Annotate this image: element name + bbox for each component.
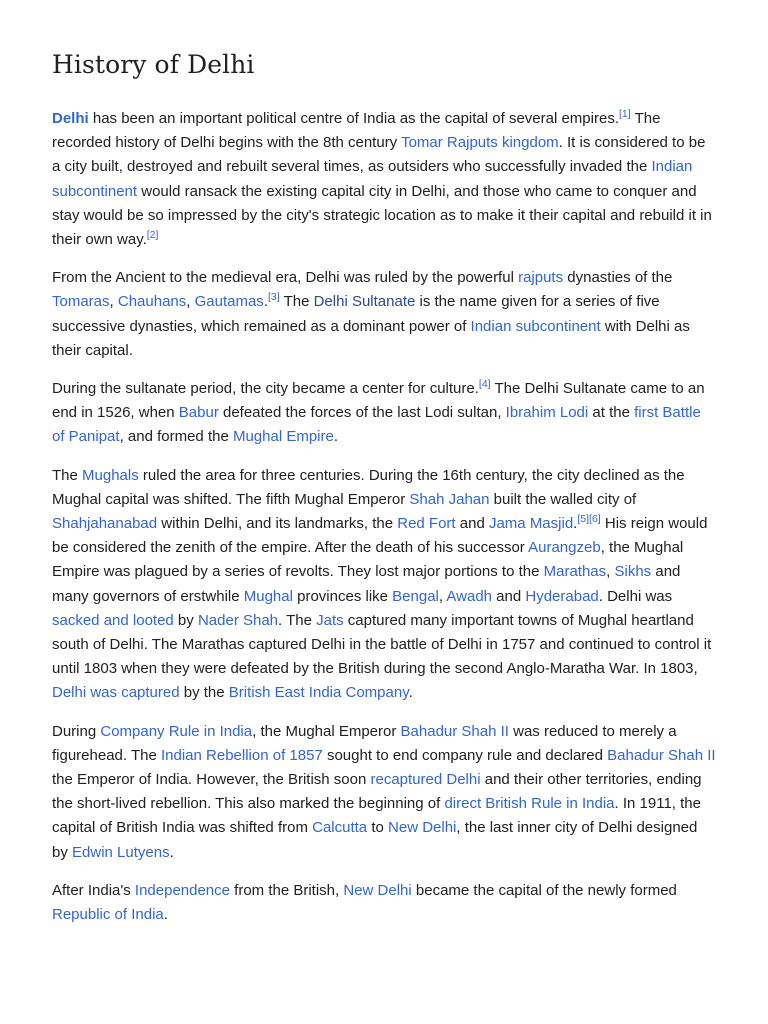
article-link[interactable]: Delhi Sultanate bbox=[313, 293, 416, 311]
text-run: . bbox=[408, 684, 413, 702]
text-run: would ransack the existing capital city in Delhi, and those who came to conquer and stay would be so impressed by the city's strategic location as to make it their capital and rebuild it in their own way. bbox=[52, 182, 712, 249]
citation-link[interactable]: [2] bbox=[146, 229, 159, 242]
article-link[interactable]: Delhi bbox=[52, 110, 89, 127]
citation-ref bbox=[147, 229, 159, 241]
article-link[interactable]: recaptured Delhi bbox=[370, 771, 481, 789]
text-run: From the Ancient to the medieval era, Delhi was ruled by the powerful bbox=[52, 269, 519, 287]
citation-link[interactable]: [4] bbox=[478, 378, 491, 391]
text-run: provinces like bbox=[292, 587, 393, 605]
text-run: ruled the area for three centuries. During the 16th century, the city declined as the Mughal capital was shifted. The fifth Mughal Emperor bbox=[52, 466, 685, 508]
citation-link[interactable]: [1] bbox=[618, 108, 631, 120]
text-run: by the bbox=[179, 684, 229, 702]
article-link[interactable]: Mughals bbox=[82, 466, 139, 484]
article-link[interactable]: Aurangzeb bbox=[528, 539, 601, 557]
text-run: sought to end company rule and declared bbox=[322, 746, 608, 764]
article-link[interactable]: Bahadur Shah II bbox=[400, 722, 509, 740]
text-run: , and formed the bbox=[119, 428, 233, 446]
text-run: and many governors of erstwhile bbox=[52, 563, 681, 605]
article-link[interactable]: Babur bbox=[178, 404, 219, 422]
article-link[interactable]: Bahadur Shah II bbox=[607, 746, 716, 764]
text-run: , the last inner city of Delhi designed by bbox=[52, 819, 698, 861]
article-body bbox=[52, 107, 716, 927]
text-run: and bbox=[455, 515, 489, 533]
article-link[interactable]: Tomaras bbox=[52, 293, 110, 311]
article-link[interactable]: Company Rule in India bbox=[100, 722, 253, 740]
article-link[interactable]: Nader Shah bbox=[197, 611, 279, 629]
citation-link[interactable]: [5] bbox=[577, 513, 590, 526]
article-link[interactable]: Mughal Empire bbox=[232, 428, 334, 446]
text-run: His reign would be considered the zenith of the empire. After the death of his successor bbox=[52, 515, 708, 557]
text-run: built the walled city of bbox=[489, 490, 637, 508]
text-run: , bbox=[606, 563, 615, 581]
text-run: at the bbox=[588, 404, 635, 422]
text-run: has been an important political centre of India as the capital of several empires. bbox=[88, 110, 619, 127]
text-run: . In 1911, the capital of British India was shifted from bbox=[52, 795, 701, 837]
text-run: the Emperor of India. However, the British soon bbox=[52, 771, 371, 789]
article-link[interactable]: Indian subcontinent bbox=[52, 158, 693, 200]
text-run: by bbox=[173, 611, 198, 629]
text-run: . It is considered to be a city built, destroyed and rebuilt several times, as outsiders who successfully invaded the bbox=[52, 134, 706, 176]
article-link[interactable]: New Delhi bbox=[388, 819, 457, 837]
text-run: , the Mughal Emperor bbox=[252, 722, 401, 740]
text-run: from the British, bbox=[230, 881, 344, 899]
text-run: The Delhi Sultanate came to an end in 1526, when bbox=[52, 380, 705, 422]
text-run: . bbox=[163, 906, 168, 924]
article-link[interactable]: Hyderabad bbox=[525, 587, 599, 605]
text-run: , bbox=[438, 587, 447, 605]
text-run: . The bbox=[278, 611, 317, 629]
text-run: The bbox=[279, 293, 314, 311]
text-run: defeated the forces of the last Lodi sultan, bbox=[218, 404, 506, 422]
text-run: . bbox=[263, 293, 268, 311]
text-run: , the Mughal Empire was plagued by a series of revolts. They lost major portions to the bbox=[52, 539, 684, 581]
citation-link[interactable]: [3] bbox=[267, 291, 280, 304]
article-link[interactable]: Marathas bbox=[543, 563, 607, 581]
article-link[interactable]: Chauhans bbox=[117, 293, 187, 311]
paragraph bbox=[52, 266, 716, 363]
text-run: During bbox=[52, 722, 101, 740]
text-run: . bbox=[169, 843, 174, 861]
article-link[interactable]: Delhi was captured bbox=[52, 684, 180, 702]
article-link[interactable]: New Delhi bbox=[343, 881, 412, 899]
page-title: History of Delhi bbox=[52, 50, 255, 79]
article-link[interactable]: Edwin Lutyens bbox=[72, 843, 170, 861]
article-link[interactable]: Independence bbox=[134, 881, 230, 899]
paragraph bbox=[52, 107, 716, 252]
citation-ref bbox=[619, 108, 631, 120]
article-link[interactable]: first Battle of Panipat bbox=[52, 404, 701, 446]
article-link[interactable]: Red Fort bbox=[397, 515, 456, 533]
article-link[interactable]: Mughal bbox=[243, 587, 293, 605]
citation-ref bbox=[577, 513, 589, 525]
text-run: dynasties of the bbox=[563, 269, 673, 287]
text-run: and bbox=[492, 587, 526, 605]
citation-ref bbox=[268, 291, 280, 303]
citation-ref bbox=[589, 513, 601, 525]
text-run: The bbox=[52, 466, 83, 484]
article-link[interactable]: Sikhs bbox=[614, 563, 652, 581]
article-link[interactable]: British East India Company bbox=[228, 684, 409, 702]
article-link[interactable]: Jama Masjid bbox=[488, 515, 574, 533]
article-link[interactable]: Awadh bbox=[446, 587, 492, 605]
citation-ref bbox=[479, 378, 491, 390]
text-run: After India's bbox=[52, 881, 135, 899]
text-run: was reduced to merely a figurehead. The bbox=[52, 722, 677, 764]
text-run: . Delhi was bbox=[598, 587, 673, 605]
article-link[interactable]: Bengal bbox=[392, 587, 439, 605]
article-link[interactable]: Republic of India bbox=[52, 906, 164, 924]
text-run: During the sultanate period, the city became a center for culture. bbox=[52, 380, 479, 398]
text-run: captured many important towns of Mughal heartland south of Delhi. The Marathas captured Delhi in the battle of Delhi in 1757 and continued to control it until 1803 when they were defeated by the British during the second Anglo-Maratha War. In 1803, bbox=[52, 611, 712, 678]
article-link[interactable]: Tomar Rajputs kingdom bbox=[401, 134, 559, 152]
paragraph bbox=[52, 720, 716, 865]
text-run: , bbox=[109, 293, 118, 311]
text-run: . bbox=[573, 515, 578, 533]
article-link[interactable]: rajputs bbox=[518, 269, 564, 287]
text-run: . bbox=[333, 428, 339, 446]
article-link[interactable]: sacked and looted bbox=[52, 611, 174, 629]
paragraph bbox=[52, 879, 716, 927]
text-run: became the capital of the newly formed bbox=[411, 881, 677, 899]
article-link[interactable]: Gautamas bbox=[194, 293, 264, 311]
text-run: is the name given for a series of five successive dynasties, which remained as a dominant power of bbox=[52, 293, 660, 335]
paragraph bbox=[52, 464, 716, 706]
text-run: and their other territories, ending the short-lived rebellion. This also marked the beginning of bbox=[52, 771, 702, 813]
article-link[interactable]: Indian Rebellion of 1857 bbox=[160, 746, 323, 764]
text-run: with Delhi as their capital. bbox=[52, 317, 690, 359]
article-link[interactable]: Jats bbox=[316, 611, 344, 629]
text-run: within Delhi, and its landmarks, the bbox=[157, 515, 398, 533]
article-link[interactable]: Shah Jahan bbox=[409, 490, 490, 508]
text-run: , bbox=[186, 293, 195, 311]
article-link[interactable]: direct British Rule in India bbox=[444, 795, 615, 813]
article-link[interactable]: Indian subcontinent bbox=[470, 317, 601, 335]
article-link[interactable]: Ibrahim Lodi bbox=[505, 404, 589, 422]
text-run: The recorded history of Delhi begins with the 8th century bbox=[52, 110, 661, 152]
text-run: to bbox=[367, 819, 389, 837]
article-link[interactable]: Shahjahanabad bbox=[52, 515, 158, 533]
paragraph bbox=[52, 377, 716, 450]
citation-link[interactable]: [6] bbox=[589, 513, 601, 526]
article-link[interactable]: Calcutta bbox=[312, 819, 368, 837]
